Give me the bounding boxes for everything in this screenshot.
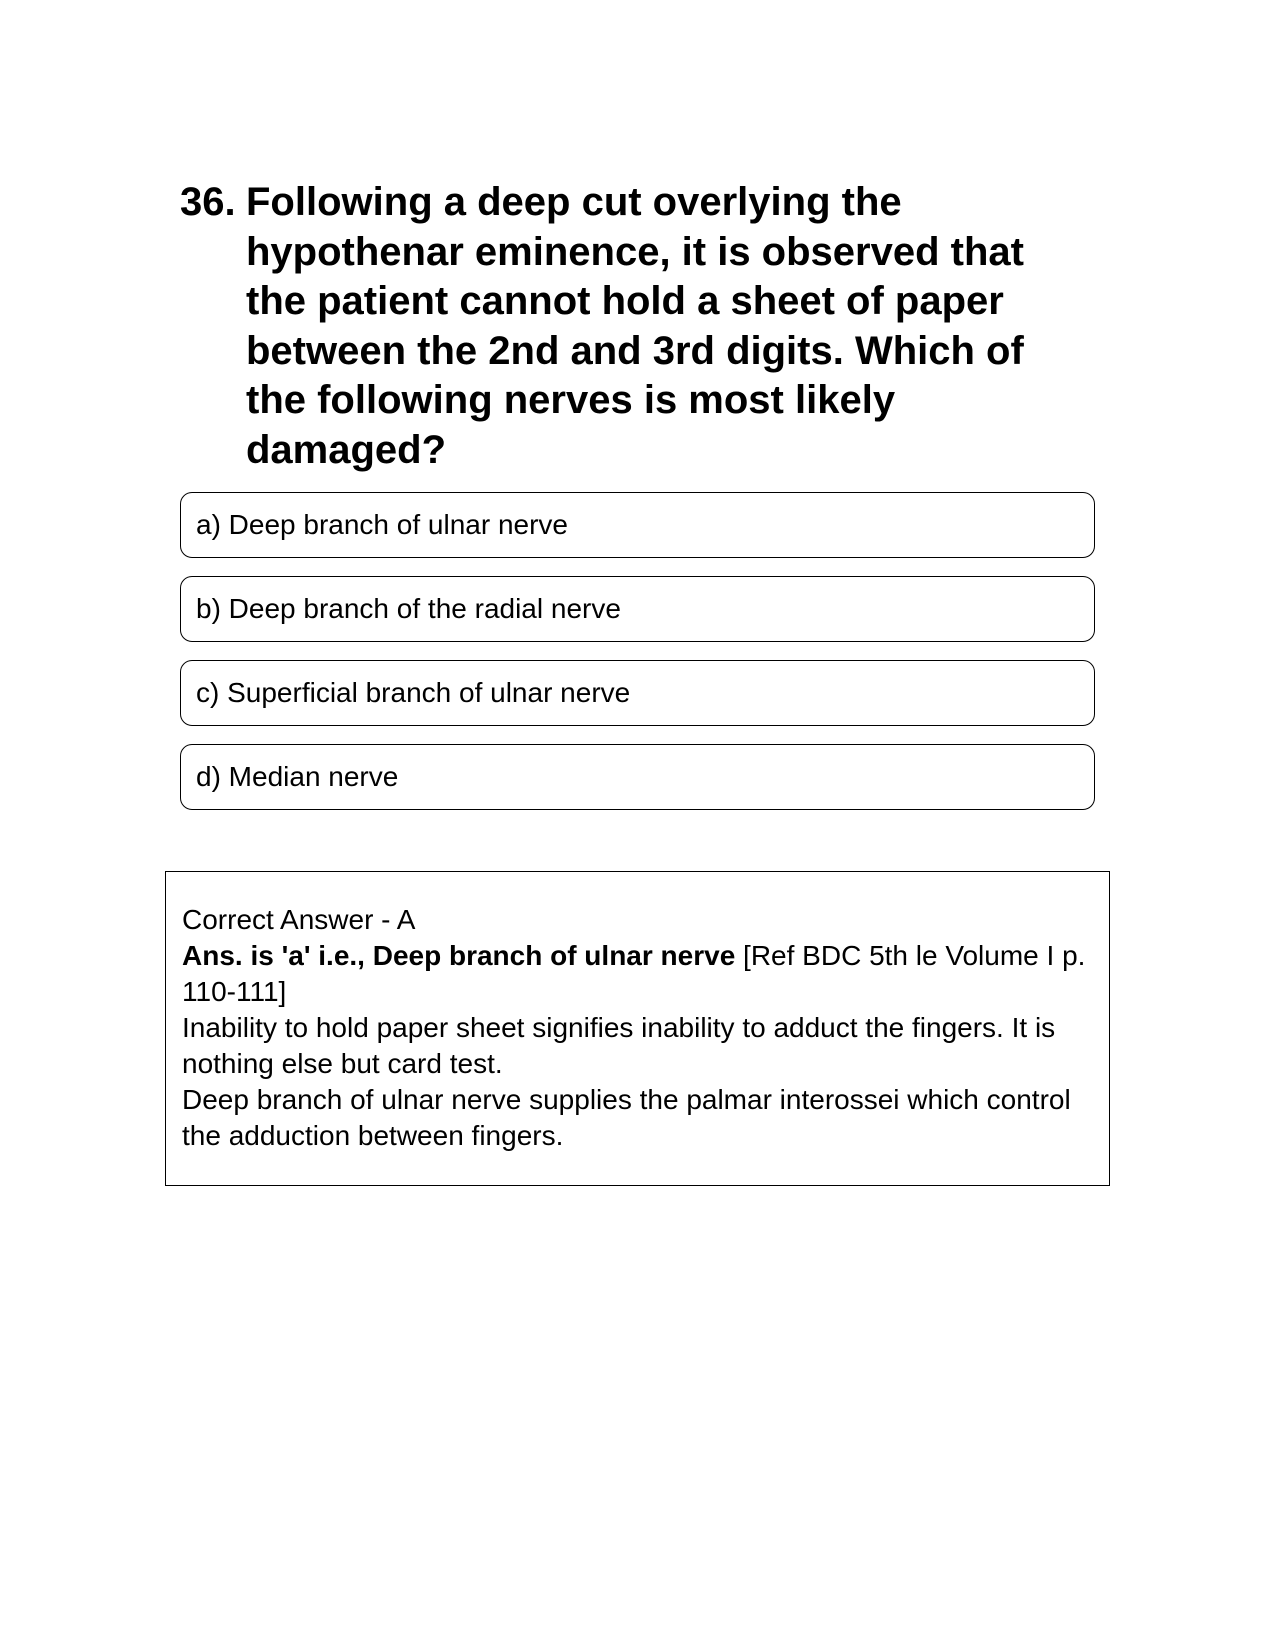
option-b[interactable]: b) Deep branch of the radial nerve [180, 576, 1095, 642]
option-c[interactable]: c) Superficial branch of ulnar nerve [180, 660, 1095, 726]
option-d[interactable]: d) Median nerve [180, 744, 1095, 810]
answer-reference: [Ref BDC 5th le Volume I p. 110-111] [182, 940, 1086, 1007]
question [180, 178, 1080, 475]
question-text: Following a deep cut overlying the hypothenar eminence, it is observed that the patient cannot hold a sheet of paper between the 2nd and 3rd digits. Which of the following nerves is most likely damaged? [246, 180, 1024, 472]
explanation-1: Inability to hold paper sheet signifies inability to adduct the fingers. It is nothing else but card test. [182, 1012, 1056, 1079]
option-a[interactable]: a) Deep branch of ulnar nerve [180, 492, 1095, 558]
explanation-2: Deep branch of ulnar nerve supplies the palmar interossei which control the adduction between fingers. [182, 1084, 1071, 1151]
correct-answer: Correct Answer - A [182, 904, 416, 935]
answer-box [165, 871, 1110, 1186]
answer-statement [182, 938, 1094, 1010]
question-number: 36. [180, 180, 236, 224]
answer-bold: Ans. is 'a' i.e., Deep branch of ulnar nerve [182, 940, 736, 971]
